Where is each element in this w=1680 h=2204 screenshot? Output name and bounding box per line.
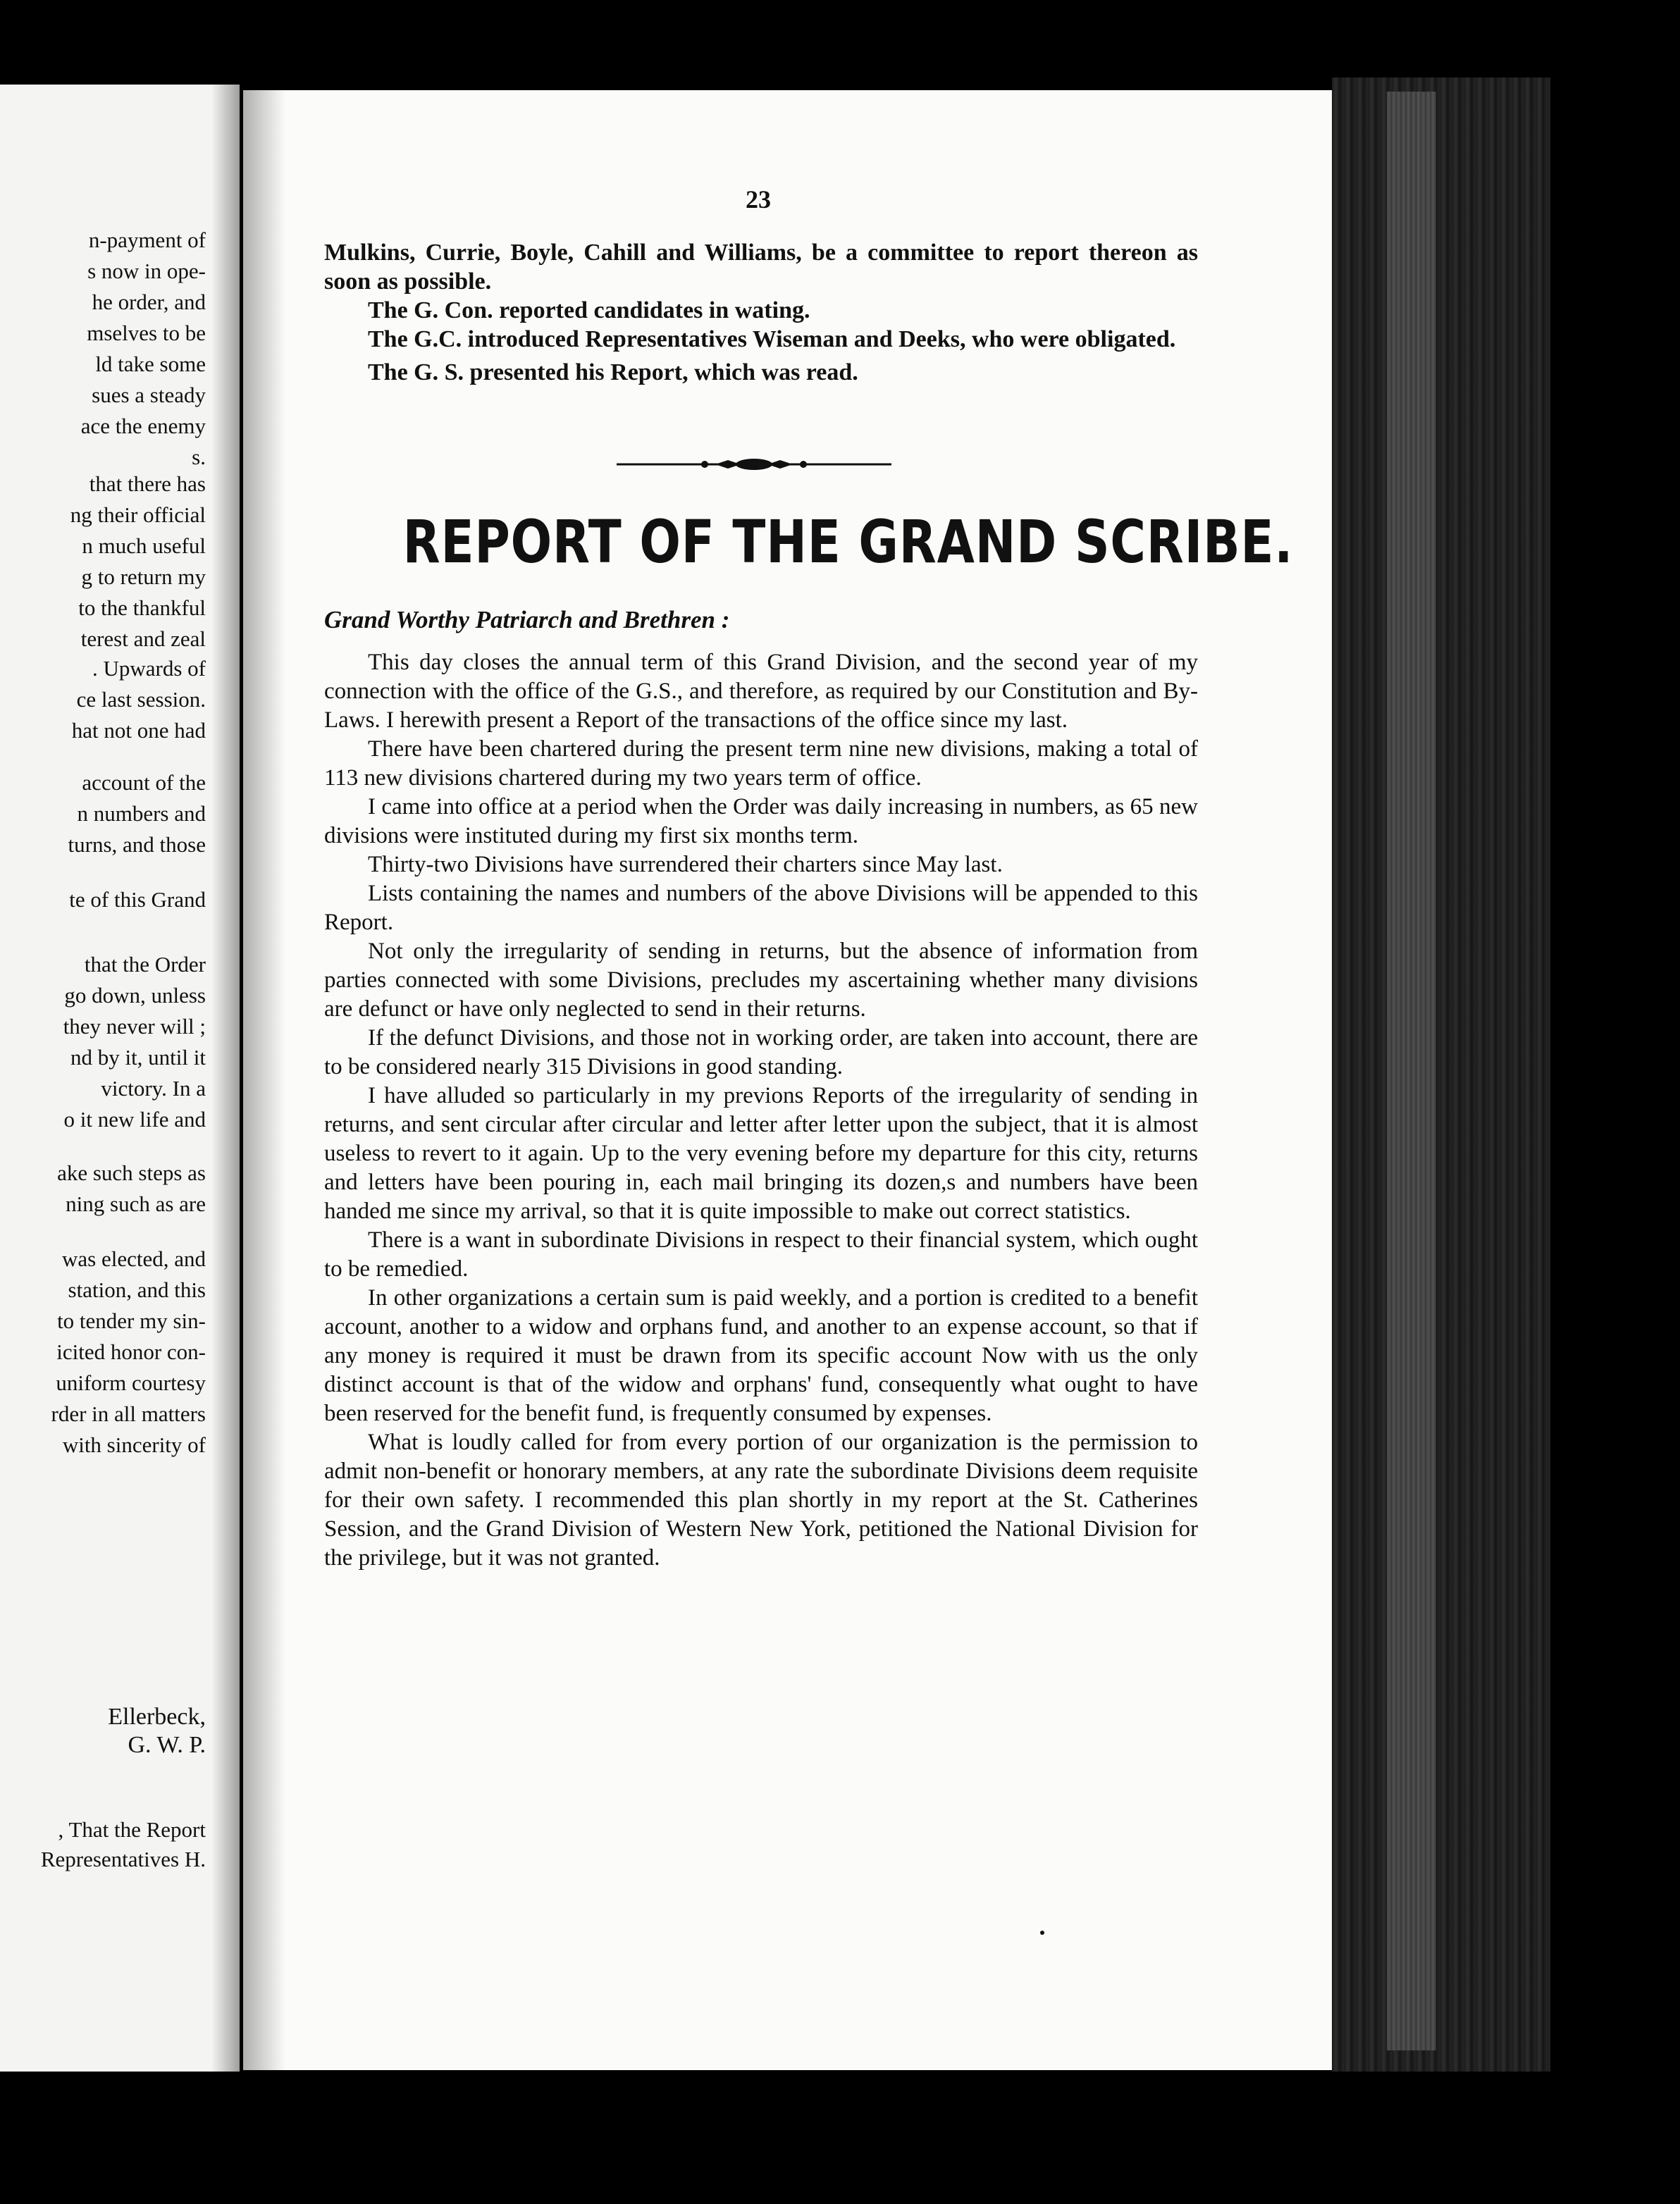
left-page-line: station, and this	[68, 1277, 206, 1302]
report-paragraph: There is a want in subordinate Divisions in respect to their financial system, which ought to be remedied.	[324, 1227, 1198, 1282]
left-page-line: victory. In a	[101, 1076, 206, 1101]
report-paragraph: Thirty-two Divisions have surrendered their charters since May last.	[368, 852, 1003, 877]
left-page-line: g to return my	[81, 564, 206, 589]
left-page-line: hat not one had	[71, 718, 206, 743]
report-paragraph: I came into office at a period when the Order was daily increasing in numbers, as 65 new divisions were instituted during my first six months term.	[324, 794, 1198, 848]
page-number: 23	[746, 185, 771, 213]
left-page-line: that the Order	[84, 952, 206, 977]
book-edge-pages	[1387, 92, 1436, 2050]
left-page-line: account of the	[82, 770, 206, 795]
left-page-line: he order, and	[92, 290, 206, 314]
left-page-line: ace the enemy	[80, 414, 206, 438]
left-page-line: ake such steps as	[57, 1160, 206, 1185]
left-page-line: ld take some	[95, 352, 206, 376]
left-page-line: that there has	[89, 471, 206, 496]
left-page-line: sues a steady	[92, 383, 206, 407]
report-paragraph: If the defunct Divisions, and those not in working order, are taken into account, there are to be considered nearly 315 Divisions in good standing.	[324, 1025, 1198, 1079]
left-page-line: to tender my sin-	[57, 1308, 206, 1333]
left-page-line: to the thankful	[78, 595, 206, 620]
salutation: Grand Worthy Patriarch and Brethren :	[324, 606, 730, 633]
left-page-gutter-shadow	[211, 85, 240, 2072]
left-page-line: te of this Grand	[69, 887, 206, 912]
left-page-line: , That the Report	[58, 1817, 206, 1842]
left-page-line: . Upwards of	[92, 656, 206, 681]
left-page-line: mselves to be	[87, 321, 206, 345]
left-page-line: s now in ope-	[87, 259, 206, 283]
book-edge	[1332, 78, 1550, 2072]
report-paragraph: What is loudly called for from every portion of our organization is the permission to admit non-benefit or honorary members, at any rate the subordinate Divisions deem requisite for their own safety. I recommended this plan shortly in my report at the St. Catherines Session, and the Grand Division of Western New York, petitioned the National Division for the privilege, but it was not granted.	[324, 1430, 1198, 1571]
left-page-line: Representatives H.	[40, 1847, 206, 1871]
report-title: REPORT OF THE GRAND SCRIBE.	[402, 507, 1294, 576]
left-page-line: n-payment of	[88, 228, 206, 252]
left-page-line: G. W. P.	[128, 1732, 206, 1758]
left-page-line: was elected, and	[62, 1246, 206, 1271]
left-page-line: ng their official	[70, 502, 206, 527]
left-page-line: go down, unless	[64, 983, 206, 1008]
report-paragraph: This day closes the annual term of this Grand Division, and the second year of my connection with the office of the G.S., and therefore, as required by our Constitution and By-Laws. I herewith present a Report of the transactions of the office since my last.	[324, 650, 1198, 733]
report-paragraph: There have been chartered during the present term nine new divisions, making a total of 113 new divisions chartered during my two years term of office.	[324, 736, 1198, 791]
report-paragraph: Not only the irregularity of sending in returns, but the absence of information from parties connected with some Divisions, precludes my ascertaining whether many divisions are defunct or have only neglected to send in their returns.	[324, 939, 1198, 1022]
report-paragraph: In other organizations a certain sum is paid weekly, and a portion is credited to a benefit account, another to a widow and orphans fund, and another to an expense account, so that if any money is required it must be drawn from its specific account Now with us the only distinct account is that of the widow and orphans' fund, consequently what ought to have been reserved for the benefit fund, is frequently consumed by expenses.	[324, 1285, 1198, 1426]
opening-block	[324, 238, 1198, 387]
left-page-line: they never will ;	[63, 1014, 206, 1039]
left-page-line: n much useful	[82, 533, 206, 558]
left-page-line: turns, and those	[68, 832, 206, 857]
report-paragraph: I have alluded so particularly in my previons Reports of the irregularity of sending in returns, and sent circular after circular and letter after letter upon the subject, that it is almost useless to revert to it again. Up to the very evening before my departure for this city, returns and letters have been pouring in, each mail bringing its dozen,s and numbers have been handed me since my arrival, so that it is quite impossible to make out correct statistics.	[324, 1083, 1198, 1224]
ornament-divider	[617, 454, 891, 475]
print-speck	[1040, 1931, 1044, 1935]
left-page-line: Ellerbeck,	[108, 1704, 206, 1730]
left-page-line: rder in all matters	[51, 1401, 206, 1426]
opening-paragraph: The G. S. presented his Report, which was read.	[368, 359, 858, 385]
left-page-line: nd by it, until it	[70, 1045, 206, 1070]
left-page-line: with sincerity of	[62, 1432, 206, 1457]
opening-paragraph: Mulkins, Currie, Boyle, Cahill and Williams, be a committee to report thereon as soon as possible.	[324, 240, 1198, 295]
left-page-line: s.	[192, 445, 206, 469]
report-paragraph: Lists containing the names and numbers of the above Divisions will be appended to this Report.	[324, 881, 1198, 935]
left-page-line: ce last session.	[76, 687, 206, 712]
right-page-gutter-shadow	[243, 90, 285, 2070]
left-facing-page	[0, 85, 240, 2072]
left-page-line: ning such as are	[66, 1191, 206, 1216]
report-body	[324, 648, 1198, 1573]
left-page-line: terest and zeal	[80, 626, 206, 651]
opening-paragraph: The G. Con. reported candidates in wating.	[368, 297, 810, 323]
left-page-line: icited honor con-	[56, 1339, 206, 1364]
left-page-line: o it new life and	[63, 1107, 206, 1132]
left-page-line: uniform courtesy	[56, 1370, 206, 1395]
opening-paragraph: The G.C. introduced Representatives Wiseman and Deeks, who were obligated.	[368, 326, 1176, 352]
left-page-line: n numbers and	[77, 801, 206, 826]
